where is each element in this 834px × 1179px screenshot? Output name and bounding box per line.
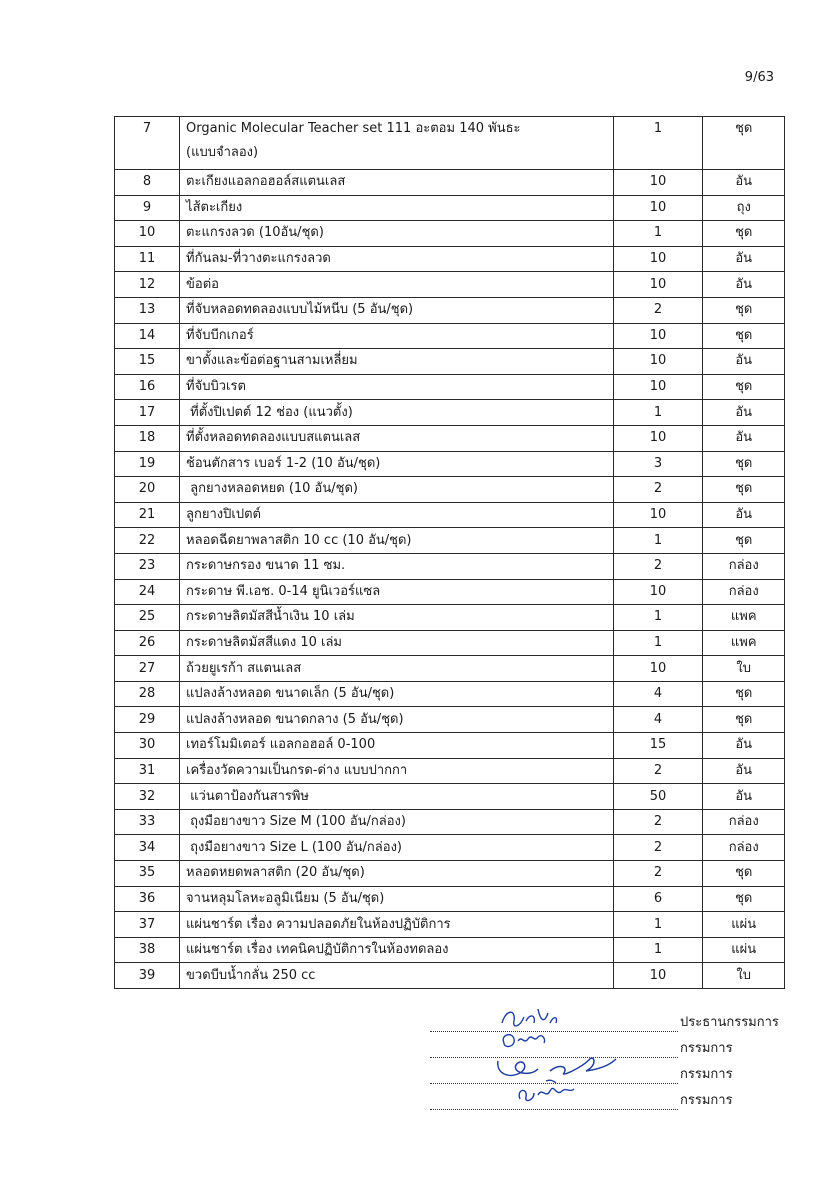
item-quantity: 10: [613, 502, 703, 528]
item-number: 16: [115, 374, 180, 400]
item-unit: ชุด: [703, 451, 785, 477]
table-row: [115, 681, 785, 707]
item-quantity: 2: [613, 553, 703, 579]
item-unit: ชุด: [703, 477, 785, 503]
item-unit: ชุด: [703, 886, 785, 912]
item-quantity: 1: [613, 630, 703, 656]
item-quantity: 10: [613, 579, 703, 605]
item-number: 10: [115, 221, 180, 247]
table-row: [115, 758, 785, 784]
item-unit: กล่อง: [703, 835, 785, 861]
item-quantity: 10: [613, 425, 703, 451]
item-quantity: 4: [613, 707, 703, 733]
item-unit: ชุด: [703, 117, 785, 170]
item-description: แผ่นชาร์ต เรื่อง เทคนิคปฏิบัติการในห้องทดลอง: [180, 937, 614, 963]
item-unit: แผ่น: [703, 912, 785, 938]
table-row: [115, 809, 785, 835]
item-description-line: Organic Molecular Teacher set 111 อะตอม 140 พันธะ: [186, 121, 521, 136]
item-description: กระดาษลิตมัสสีน้ำเงิน 10 เล่ม: [180, 605, 614, 631]
table-row: [115, 272, 785, 298]
item-number: 35: [115, 861, 180, 887]
item-number: 14: [115, 323, 180, 349]
item-unit: ชุด: [703, 221, 785, 247]
item-description: ที่ตั้งหลอดทดลองแบบสแตนเลส: [180, 425, 614, 451]
item-unit: ใบ: [703, 656, 785, 682]
item-description: จานหลุมโลหะอลูมิเนียม (5 อัน/ชุด): [180, 886, 614, 912]
item-quantity: 4: [613, 681, 703, 707]
item-number: 28: [115, 681, 180, 707]
item-description: [180, 117, 614, 170]
item-quantity: 10: [613, 374, 703, 400]
item-description: ไส้ตะเกียง: [180, 195, 614, 221]
signature-role: กรรมการ: [680, 1093, 733, 1108]
item-quantity: 10: [613, 963, 703, 989]
item-number: 9: [115, 195, 180, 221]
item-description: กระดาษ พี.เอช. 0-14 ยูนิเวอร์แซล: [180, 579, 614, 605]
item-quantity: 2: [613, 758, 703, 784]
item-number: 30: [115, 733, 180, 759]
item-description: เทอร์โมมิเตอร์ แอลกอฮอล์ 0-100: [180, 733, 614, 759]
item-number: 38: [115, 937, 180, 963]
table-row: [115, 835, 785, 861]
item-number: 33: [115, 809, 180, 835]
item-unit: ชุด: [703, 528, 785, 554]
signature-role: กรรมการ: [680, 1041, 733, 1056]
item-number: 7: [115, 117, 180, 170]
item-number: 11: [115, 246, 180, 272]
item-quantity: 1: [613, 221, 703, 247]
item-number: 25: [115, 605, 180, 631]
table-row: [115, 502, 785, 528]
item-quantity: 10: [613, 195, 703, 221]
item-description: ลูกยางหลอดหยด (10 อัน/ชุด): [180, 477, 614, 503]
table-row: [115, 246, 785, 272]
handwritten-signature-4: [490, 1073, 650, 1109]
item-number: 37: [115, 912, 180, 938]
table-row: [115, 195, 785, 221]
page-number: 9/63: [744, 70, 774, 85]
item-quantity: 10: [613, 246, 703, 272]
item-quantity: 1: [613, 117, 703, 170]
item-quantity: 50: [613, 784, 703, 810]
item-number: 8: [115, 170, 180, 196]
item-number: 29: [115, 707, 180, 733]
signature-line-member-3: [430, 1089, 810, 1115]
table-row: [115, 707, 785, 733]
item-unit: กล่อง: [703, 553, 785, 579]
item-number: 19: [115, 451, 180, 477]
item-description: ถุงมือยางขาว Size M (100 อัน/กล่อง): [180, 809, 614, 835]
item-description: กระดาษกรอง ขนาด 11 ซม.: [180, 553, 614, 579]
item-description: ถ้วยยูเรก้า สแตนเลส: [180, 656, 614, 682]
item-description: หลอดหยดพลาสติก (20 อัน/ชุด): [180, 861, 614, 887]
item-quantity: 2: [613, 861, 703, 887]
item-description: ข้อต่อ: [180, 272, 614, 298]
item-unit: อัน: [703, 246, 785, 272]
item-unit: อัน: [703, 272, 785, 298]
item-description: แปลงล้างหลอด ขนาดกลาง (5 อัน/ชุด): [180, 707, 614, 733]
item-number: 32: [115, 784, 180, 810]
item-quantity: 10: [613, 656, 703, 682]
table-row: [115, 400, 785, 426]
item-number: 27: [115, 656, 180, 682]
item-quantity: 1: [613, 605, 703, 631]
item-unit: ชุด: [703, 323, 785, 349]
item-description: ลูกยางปิเปตต์: [180, 502, 614, 528]
table-row: [115, 733, 785, 759]
table-row: [115, 170, 785, 196]
item-quantity: 2: [613, 297, 703, 323]
table-row: [115, 323, 785, 349]
item-quantity: 1: [613, 912, 703, 938]
item-unit: ชุด: [703, 681, 785, 707]
item-number: 21: [115, 502, 180, 528]
item-description: แปลงล้างหลอด ขนาดเล็ก (5 อัน/ชุด): [180, 681, 614, 707]
table-row: [115, 477, 785, 503]
item-quantity: 6: [613, 886, 703, 912]
item-description: ที่จับบิวเรต: [180, 374, 614, 400]
table-row: [115, 605, 785, 631]
table-row: [115, 117, 785, 170]
item-quantity: 10: [613, 272, 703, 298]
item-unit: แพค: [703, 605, 785, 631]
item-unit: อัน: [703, 733, 785, 759]
item-number: 26: [115, 630, 180, 656]
item-description: กระดาษลิตมัสสีแดง 10 เล่ม: [180, 630, 614, 656]
table-row: [115, 963, 785, 989]
table-row: [115, 374, 785, 400]
item-description: ตะแกรงลวด (10อัน/ชุด): [180, 221, 614, 247]
item-unit: กล่อง: [703, 809, 785, 835]
table-row: [115, 630, 785, 656]
signature-role: กรรมการ: [680, 1067, 733, 1082]
item-number: 17: [115, 400, 180, 426]
item-quantity: 2: [613, 477, 703, 503]
item-unit: ชุด: [703, 707, 785, 733]
table-row: [115, 425, 785, 451]
item-unit: อัน: [703, 502, 785, 528]
item-unit: แผ่น: [703, 937, 785, 963]
item-number: 22: [115, 528, 180, 554]
item-quantity: 2: [613, 835, 703, 861]
item-quantity: 10: [613, 323, 703, 349]
item-description: ตะเกียงแอลกอฮอล์สแตนเลส: [180, 170, 614, 196]
item-unit: ชุด: [703, 297, 785, 323]
item-number: 24: [115, 579, 180, 605]
item-description: หลอดฉีดยาพลาสติก 10 cc (10 อัน/ชุด): [180, 528, 614, 554]
items-table: [114, 116, 785, 989]
table-row: [115, 912, 785, 938]
item-quantity: 15: [613, 733, 703, 759]
item-number: 13: [115, 297, 180, 323]
item-description: ที่จับบีกเกอร์: [180, 323, 614, 349]
item-unit: ใบ: [703, 963, 785, 989]
item-unit: ชุด: [703, 374, 785, 400]
item-unit: อัน: [703, 758, 785, 784]
item-unit: อัน: [703, 349, 785, 375]
item-description: ที่จับหลอดทดลองแบบไม้หนีบ (5 อัน/ชุด): [180, 297, 614, 323]
item-number: 18: [115, 425, 180, 451]
item-unit: อัน: [703, 784, 785, 810]
signature-role: ประธานกรรมการ: [680, 1015, 779, 1030]
item-number: 15: [115, 349, 180, 375]
item-number: 31: [115, 758, 180, 784]
item-quantity: 10: [613, 349, 703, 375]
item-number: 34: [115, 835, 180, 861]
item-number: 20: [115, 477, 180, 503]
item-description: แผ่นชาร์ต เรื่อง ความปลอดภัยในห้องปฏิบัติการ: [180, 912, 614, 938]
table-row: [115, 937, 785, 963]
item-quantity: 10: [613, 170, 703, 196]
item-quantity: 1: [613, 400, 703, 426]
table-row: [115, 656, 785, 682]
item-unit: อัน: [703, 400, 785, 426]
table-row: [115, 297, 785, 323]
table-row: [115, 861, 785, 887]
item-unit: ถุง: [703, 195, 785, 221]
signature-block: [430, 1011, 810, 1115]
item-unit: กล่อง: [703, 579, 785, 605]
item-number: 39: [115, 963, 180, 989]
item-description: ที่ตั้งปิเปตต์ 12 ช่อง (แนวตั้ง): [180, 400, 614, 426]
item-unit: แพค: [703, 630, 785, 656]
item-quantity: 3: [613, 451, 703, 477]
item-unit: อัน: [703, 170, 785, 196]
item-description-line: (แบบจำลอง): [186, 145, 259, 160]
item-quantity: 2: [613, 809, 703, 835]
table-row: [115, 886, 785, 912]
item-quantity: 1: [613, 528, 703, 554]
item-description: เครื่องวัดความเป็นกรด-ด่าง แบบปากกา: [180, 758, 614, 784]
item-number: 36: [115, 886, 180, 912]
item-number: 12: [115, 272, 180, 298]
item-quantity: 1: [613, 937, 703, 963]
item-description: ช้อนตักสาร เบอร์ 1-2 (10 อัน/ชุด): [180, 451, 614, 477]
item-unit: ชุด: [703, 861, 785, 887]
item-description: แว่นตาป้องกันสารพิษ: [180, 784, 614, 810]
table-row: [115, 528, 785, 554]
item-description: ถุงมือยางขาว Size L (100 อัน/กล่อง): [180, 835, 614, 861]
table-row: [115, 784, 785, 810]
table-row: [115, 553, 785, 579]
table-row: [115, 451, 785, 477]
table-row: [115, 349, 785, 375]
item-number: 23: [115, 553, 180, 579]
item-description: ขาตั้งและข้อต่อฐานสามเหลี่ยม: [180, 349, 614, 375]
table-row: [115, 579, 785, 605]
item-description: ที่กันลม-ที่วางตะแกรงลวด: [180, 246, 614, 272]
item-unit: อัน: [703, 425, 785, 451]
item-description: ขวดบีบน้ำกลั่น 250 cc: [180, 963, 614, 989]
table-row: [115, 221, 785, 247]
